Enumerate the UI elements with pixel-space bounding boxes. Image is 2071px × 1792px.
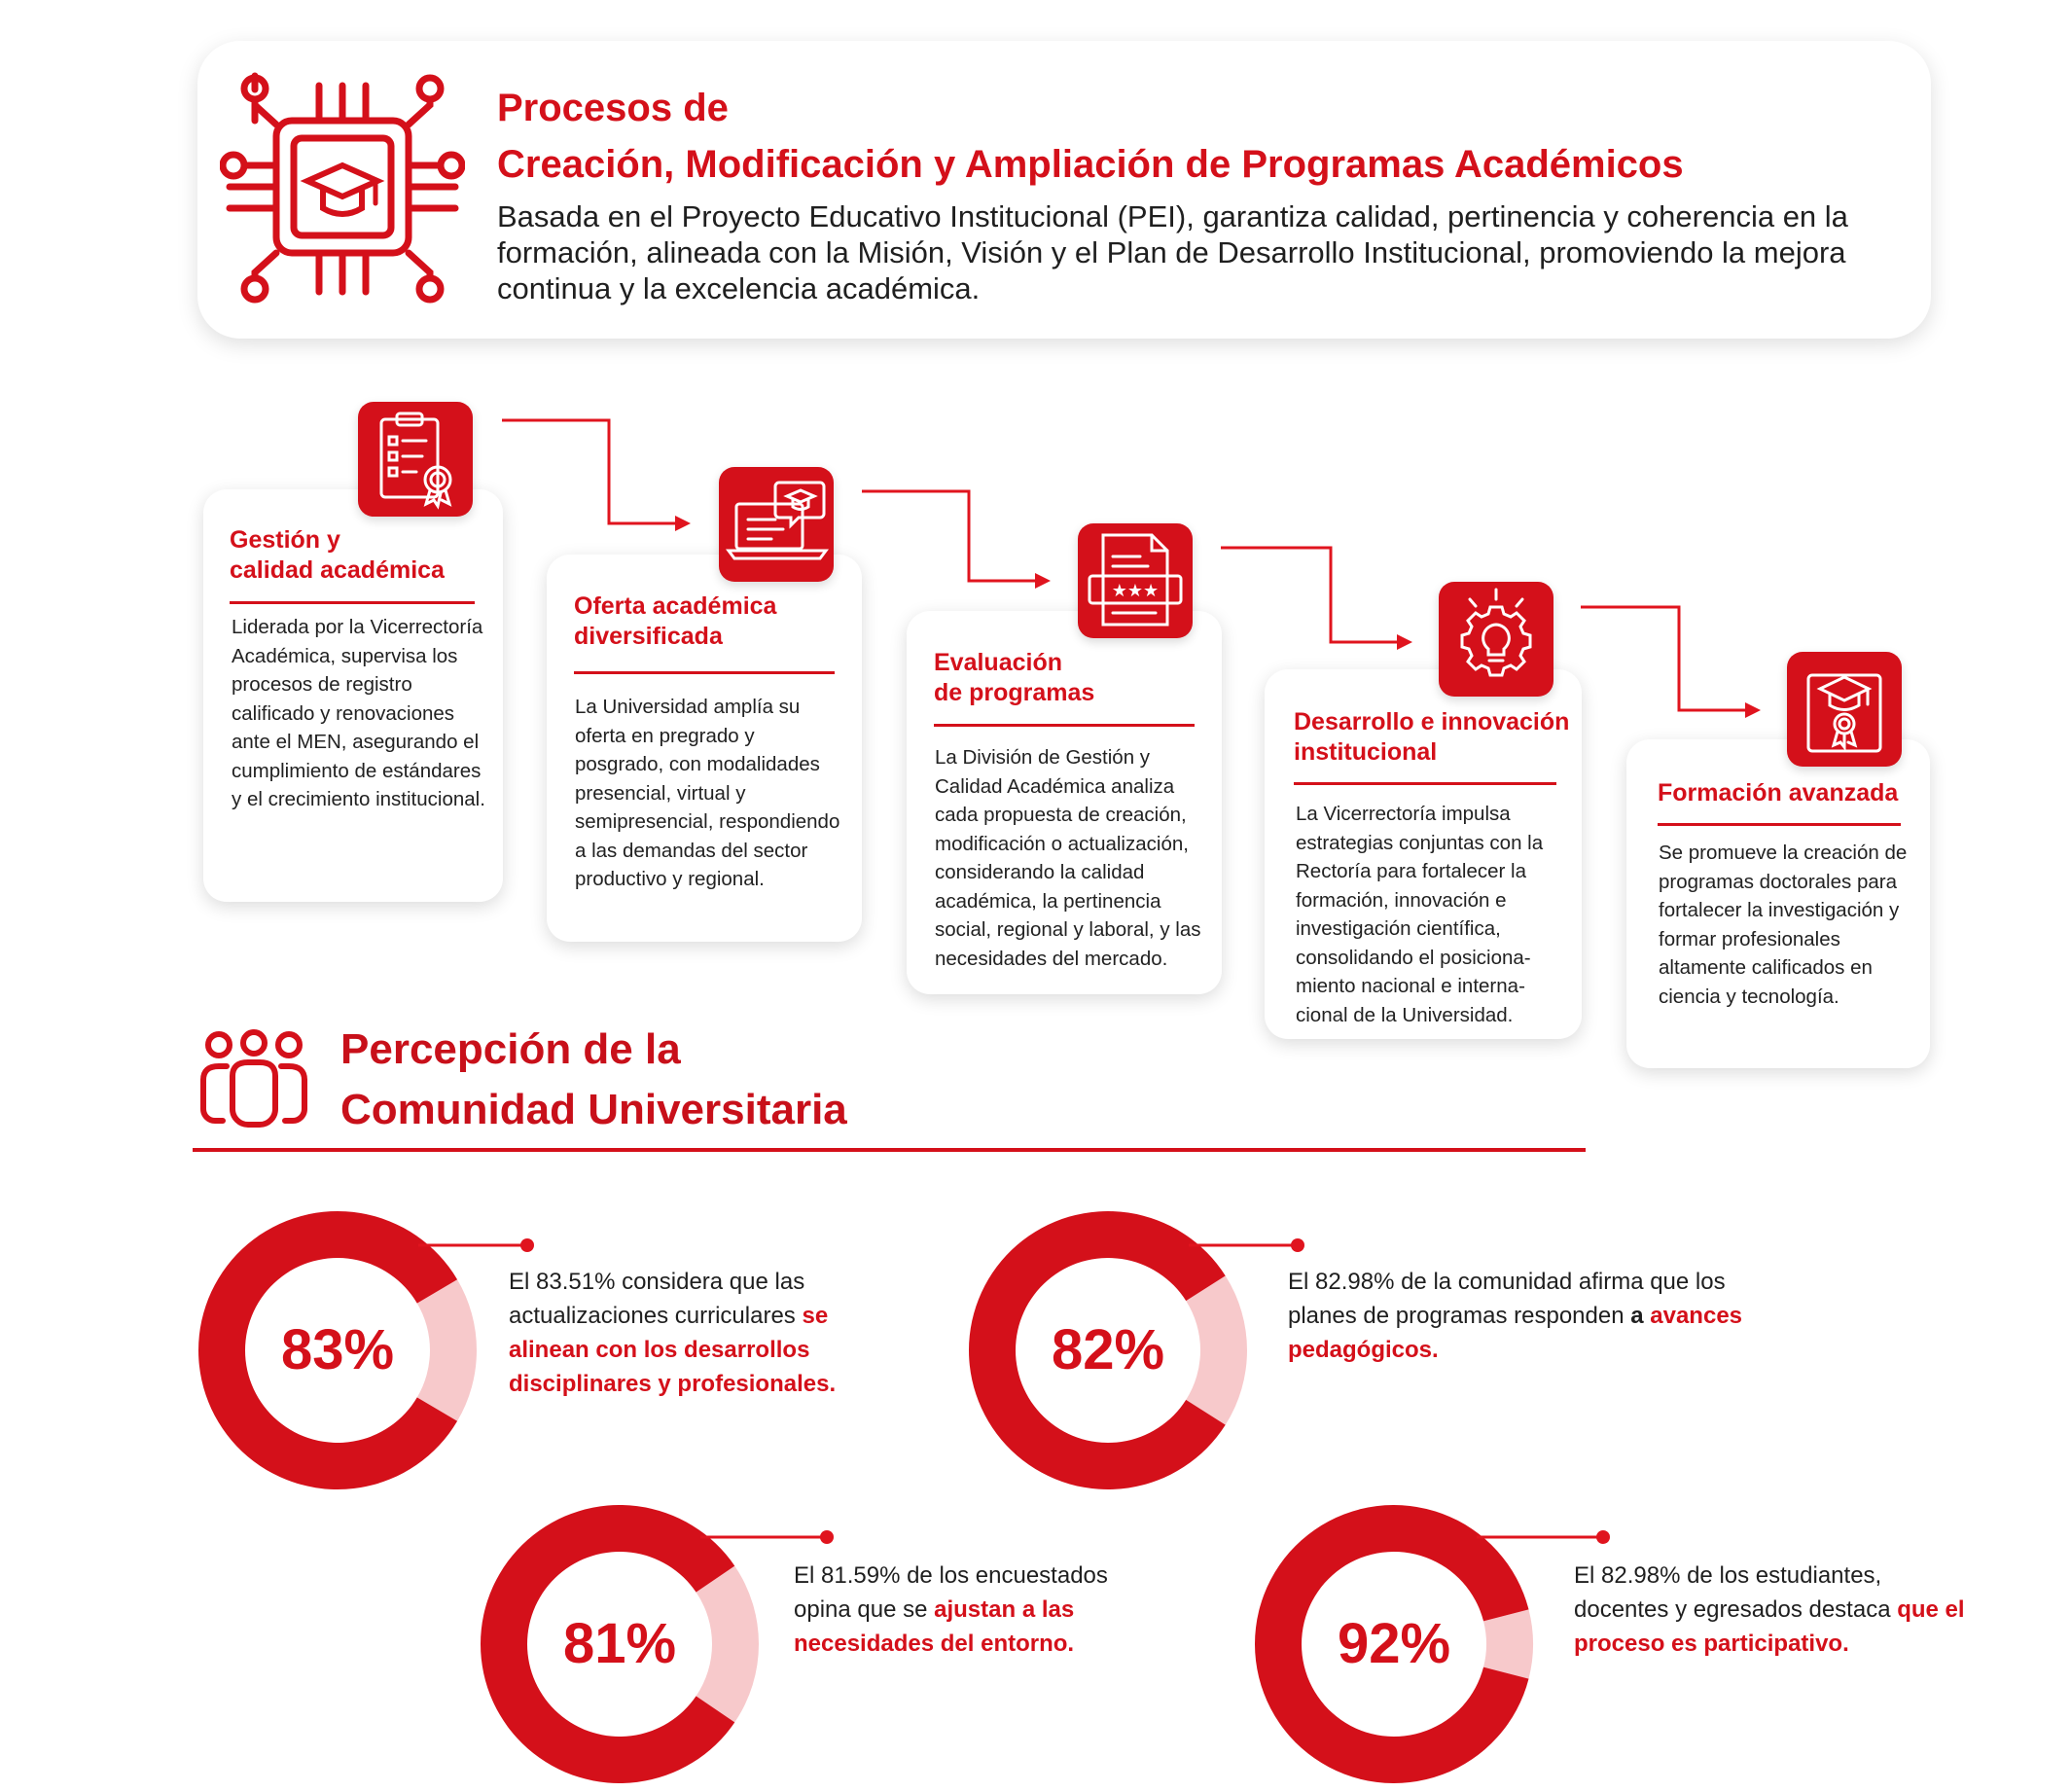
stat-text-highlight: ajustan a las necesidades del entorno.	[794, 1596, 1075, 1657]
step-icon-box	[1439, 582, 1553, 697]
document-rating-icon	[1078, 523, 1193, 638]
step-title	[574, 591, 776, 652]
step-description: Liderada por la Vicerrectoría Académica, supervisa los procesos de registro calificado y renovaciones ante el MEN, asegurando el cumplimiento de estándares y el crecimiento institucional.	[232, 616, 485, 810]
stat-text-plain: El 81.59% de los encuestados opina que se	[794, 1562, 1108, 1623]
step-title-line1: Evaluación	[934, 649, 1062, 676]
step-icon-box	[719, 467, 834, 582]
donut-percent-label: 83%	[280, 1318, 395, 1381]
step-title-line1: Formación avanzada	[1658, 779, 1899, 806]
chip-graduation-cap-icon	[220, 72, 465, 305]
svg-text:★★★: ★★★	[1111, 581, 1160, 601]
step-divider	[934, 724, 1195, 727]
stat-description	[1574, 1559, 1982, 1661]
step-icon-box	[1078, 523, 1193, 638]
stat-text-highlight: se alinean con los desarrollos disciplinares y profesionales.	[509, 1303, 837, 1397]
stat-description	[1288, 1265, 1745, 1367]
page-title-line2: Creación, Modificación y Ampliación de Programas Académicos	[497, 143, 1684, 186]
stat-text-bold: a	[1630, 1303, 1644, 1329]
section-title	[340, 1020, 847, 1140]
step-icon-box	[1787, 652, 1902, 767]
page-title-line1: Procesos de	[497, 87, 729, 129]
stat-text-highlight: avances pedagógicos.	[1288, 1303, 1743, 1363]
page-title	[497, 80, 1684, 193]
step-title	[1294, 707, 1569, 768]
section-divider	[193, 1148, 1586, 1152]
page-description: Basada en el Proyecto Educativo Institucional (PEI), garantiza calidad, pertinencia y coherencia en la formación, alineada con la Misión, Visión y el Plan de Desarrollo Institucional, promoviendo la mejora continua y la excelencia académica.	[497, 199, 1848, 305]
stat-description	[794, 1559, 1163, 1661]
step-description: Se promueve la creación de programas doctorales para fortalecer la investigación y formar profesionales altamente calificados en ciencia y tecnología.	[1659, 842, 1908, 1008]
step-divider	[574, 671, 835, 674]
lightbulb-gear-icon	[1439, 582, 1553, 697]
step-title-line1: Gestión y	[230, 526, 340, 554]
people-group-icon	[199, 1029, 308, 1130]
diploma-graduation-icon	[1787, 652, 1902, 767]
step-description: La División de Gestión y Calidad Académica analiza cada propuesta de creación, modificación o actualización, considerando la calidad académica, la pertinencia social, regional y laboral, y las necesidades del mercado.	[935, 746, 1201, 970]
step-title-line2: de programas	[934, 679, 1095, 706]
step-divider	[1294, 782, 1556, 785]
step-title-line1: Desarrollo e innovación	[1294, 708, 1570, 735]
section-title-line2: Comunidad Universitaria	[340, 1086, 847, 1133]
step-title	[934, 648, 1094, 708]
step-title	[1658, 778, 1898, 808]
step-description: La Universidad amplía su oferta en pregrado y posgrado, con modalidades presencial, virtual y semipresencial, respondiendo a las demandas del sector productivo y regional.	[575, 696, 840, 890]
laptop-graduation-icon	[719, 467, 834, 582]
step-title-line2: diversificada	[574, 623, 723, 650]
step-title-line2: institucional	[1294, 738, 1438, 766]
stat-text-highlight: que el proceso es participativo.	[1574, 1596, 1965, 1657]
step-divider	[1658, 823, 1901, 826]
stat-text-plain: El 83.51% considera que las actualizaciones curriculares	[509, 1269, 805, 1329]
section-title-line1: Percepción de la	[340, 1025, 681, 1073]
step-divider	[230, 601, 475, 604]
step-title-line2: calidad académica	[230, 556, 445, 584]
stat-description	[509, 1265, 878, 1401]
donut-percent-label: 92%	[1337, 1612, 1451, 1675]
stat-text-plain: El 82.98% de los estudiantes, docentes y egresados destaca	[1574, 1562, 1898, 1623]
donut-percent-label: 82%	[1051, 1318, 1165, 1381]
step-icon-box	[358, 402, 473, 517]
step-title	[230, 525, 445, 586]
donut-percent-label: 81%	[562, 1612, 677, 1675]
stat-text-plain: El 82.98% de la comunidad afirma que los planes de programas responden	[1288, 1269, 1726, 1329]
checklist-certificate-icon	[358, 402, 473, 517]
step-description: La Vicerrectoría impulsa estrategias conjuntas con la Rectoría para fortalecer la formación, innovación e investigación científica, consolidando el posiciona-miento nacional e interna-cional de la Universidad.	[1296, 803, 1544, 1026]
step-title-line1: Oferta académica	[574, 592, 777, 620]
